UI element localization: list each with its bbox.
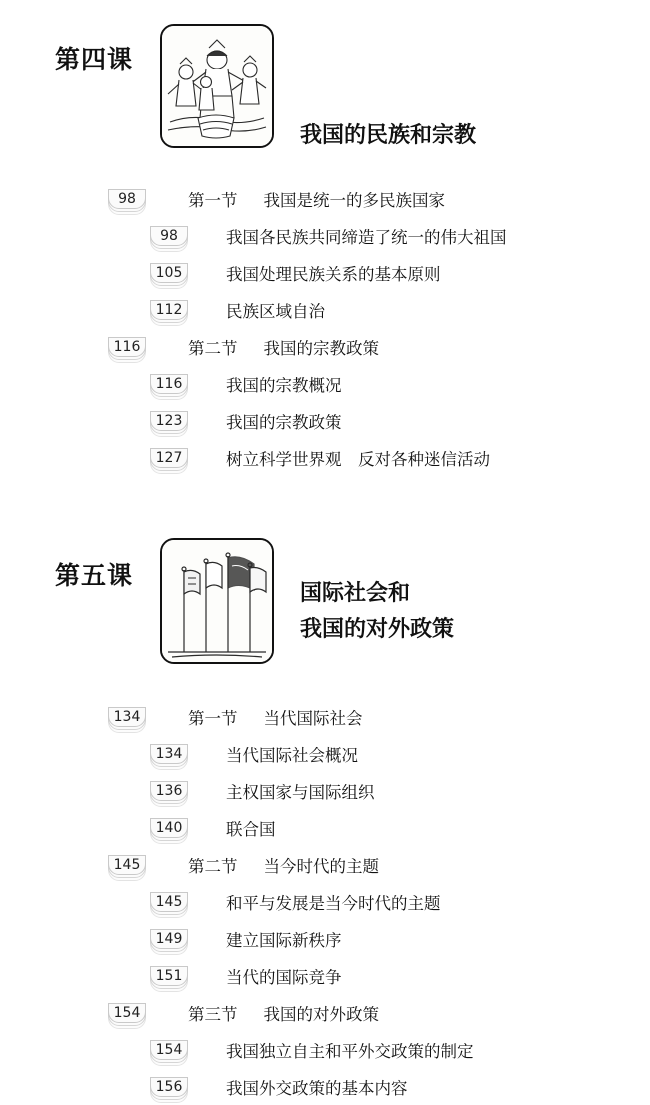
page-number-badge: [146, 743, 192, 765]
page-number-badge: [146, 262, 192, 284]
page-number-badge: [146, 780, 192, 802]
toc-item-row[interactable]: [0, 402, 650, 439]
toc-item-row[interactable]: [0, 217, 650, 254]
page-number: 116: [113, 338, 141, 355]
item-title: 和平与发展是当今时代的主题: [226, 893, 441, 913]
toc-item-row[interactable]: [0, 957, 650, 994]
section-label: 第三节: [188, 1004, 238, 1024]
chapter-header: [0, 528, 650, 688]
item-title: 民族区域自治: [226, 301, 325, 321]
toc-section-row[interactable]: [0, 698, 650, 735]
item-title: 我国独立自主和平外交政策的制定: [226, 1041, 474, 1061]
page-number-badge: [146, 447, 192, 469]
chapter-title: [300, 576, 454, 648]
page-number: 140: [155, 819, 183, 836]
page-number-badge: [146, 1076, 192, 1098]
chapter-entries: [0, 180, 650, 476]
chapter-title-line-2: 我国的对外政策: [300, 617, 455, 642]
page-number-badge: [146, 928, 192, 950]
section-label: 第一节: [188, 190, 238, 210]
chapter-label: 第四课: [55, 45, 134, 74]
page-number: 151: [155, 967, 183, 984]
flags-illustration: [162, 540, 272, 662]
toc-section-row[interactable]: [0, 180, 650, 217]
page-number: 127: [155, 449, 183, 466]
item-title: 建立国际新秩序: [226, 930, 342, 950]
page-number-badge: [146, 373, 192, 395]
toc-item-row[interactable]: [0, 1031, 650, 1068]
item-title: 主权国家与国际组织: [226, 782, 375, 802]
page-number-badge: [104, 854, 150, 876]
chapter-thumbnail: [160, 538, 274, 664]
page-number: 145: [113, 856, 141, 873]
item-title: 我国处理民族关系的基本原则: [226, 264, 441, 284]
page-number: 98: [118, 190, 136, 207]
page-number: 116: [155, 375, 183, 392]
section-title: 我国的宗教政策: [263, 338, 379, 358]
page-number: 112: [155, 301, 183, 318]
toc-section-row[interactable]: [0, 994, 650, 1031]
chapter-title: 我国的民族和宗教: [300, 123, 477, 148]
page-number-badge: [104, 188, 150, 210]
page-number: 154: [155, 1041, 183, 1058]
item-title: 树立科学世界观 反对各种迷信活动: [226, 449, 490, 469]
item-title: 我国的宗教概况: [226, 375, 342, 395]
chapter-block: [0, 0, 650, 476]
toc-item-row[interactable]: [0, 772, 650, 809]
chapter-header: [0, 14, 650, 154]
toc-item-row[interactable]: [0, 920, 650, 957]
toc-section-row[interactable]: [0, 846, 650, 883]
page-number-badge: [104, 706, 150, 728]
page-number-badge: [146, 410, 192, 432]
toc-item-row[interactable]: [0, 735, 650, 772]
chapter-thumbnail: [160, 24, 274, 148]
toc-item-row[interactable]: [0, 439, 650, 476]
people-celebration-illustration: [162, 26, 272, 146]
section-label: 第一节: [188, 708, 238, 728]
chapter-title-line-1: 国际社会和: [300, 581, 411, 606]
toc-item-row[interactable]: [0, 1068, 650, 1105]
item-title: 当代的国际竞争: [226, 967, 342, 987]
item-title: 联合国: [226, 819, 276, 839]
page-number-badge: [146, 225, 192, 247]
item-title: 我国各民族共同缔造了统一的伟大祖国: [226, 227, 507, 247]
item-title: 当代国际社会概况: [226, 745, 358, 765]
page-number-badge: [146, 1039, 192, 1061]
page-number-badge: [146, 891, 192, 913]
section-title: 当代国际社会: [263, 708, 363, 728]
item-title: 我国的宗教政策: [226, 412, 342, 432]
page-number-badge: [146, 299, 192, 321]
section-label: 第二节: [188, 856, 238, 876]
chapter-block: [0, 528, 650, 1105]
toc-item-row[interactable]: [0, 883, 650, 920]
section-title: 我国是统一的多民族国家: [263, 190, 445, 210]
toc-item-row[interactable]: [0, 809, 650, 846]
toc-item-row[interactable]: [0, 254, 650, 291]
page-number: 136: [155, 782, 183, 799]
chapter-entries: [0, 698, 650, 1105]
page-number-badge: [146, 817, 192, 839]
page-number: 123: [155, 412, 183, 429]
page-number-badge: [104, 1002, 150, 1024]
section-title: 我国的对外政策: [263, 1004, 379, 1024]
section-title: 当今时代的主题: [263, 856, 379, 876]
page-number: 149: [155, 930, 183, 947]
toc-item-row[interactable]: [0, 291, 650, 328]
page-number: 156: [155, 1078, 183, 1095]
page-number: 105: [155, 264, 183, 281]
page-number-badge: [146, 965, 192, 987]
section-label: 第二节: [188, 338, 238, 358]
toc-item-row[interactable]: [0, 365, 650, 402]
page-number: 134: [113, 708, 141, 725]
page-number: 145: [155, 893, 183, 910]
page-number: 134: [155, 745, 183, 762]
page-number-badge: [104, 336, 150, 358]
page-number: 98: [160, 227, 178, 244]
chapter-label: 第五课: [55, 561, 134, 590]
page-number: 154: [113, 1004, 141, 1021]
item-title: 我国外交政策的基本内容: [226, 1078, 408, 1098]
toc-section-row[interactable]: [0, 328, 650, 365]
chapter-divider-space: [0, 476, 650, 528]
